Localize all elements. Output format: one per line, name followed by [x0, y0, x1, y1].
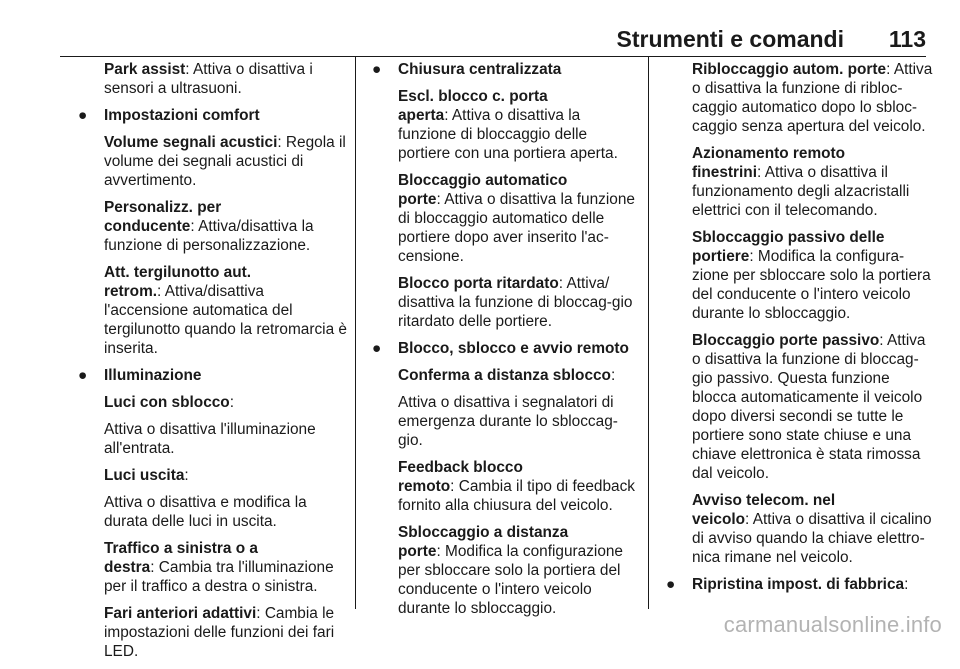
setting-entry — [104, 539, 350, 596]
setting-description: Attiva/ disattiva la funzione di bloccag-gio ritardato delle portiere. — [398, 275, 633, 330]
section-title: Illuminazione — [104, 367, 202, 384]
setting-entry — [398, 366, 638, 385]
section-title: Impostazioni comfort — [104, 107, 260, 124]
term-separator: : — [150, 559, 159, 576]
setting-entry — [398, 171, 638, 266]
term-separator: : — [277, 134, 286, 151]
section-title-colon: : — [904, 576, 909, 593]
setting-entry — [104, 393, 350, 412]
setting-term: Escl. blocco c. porta aperta — [398, 88, 548, 124]
term-separator: : — [444, 107, 452, 124]
section-heading — [372, 339, 638, 358]
setting-entry — [104, 493, 350, 531]
term-separator: : — [229, 394, 234, 411]
bullet-icon: ● — [666, 576, 676, 593]
setting-description: Attiva o disattiva la funzione di bloccaggio automatico delle portiere dopo aver inserito l'ac-censione. — [398, 191, 635, 265]
term-separator: : — [436, 543, 446, 560]
term-separator: : — [745, 511, 753, 528]
setting-description: Attiva o disattiva la funzione di ribloc-caggio automatico dopo lo sbloc-caggio senza apertura del veicolo. — [692, 61, 933, 135]
setting-term: Luci con sblocco — [104, 394, 230, 411]
column-1 — [78, 60, 350, 669]
setting-term: Volume segnali acustici — [104, 134, 278, 151]
setting-term: Fari anteriori adattivi — [104, 605, 257, 622]
setting-term: Bloccaggio porte passivo — [692, 332, 880, 349]
setting-entry — [104, 420, 350, 458]
term-separator: : — [256, 605, 265, 622]
term-separator: : — [749, 248, 758, 265]
setting-term: Sbloccaggio a distanza porte — [398, 524, 569, 560]
term-separator: : — [450, 478, 459, 495]
setting-term: Bloccaggio automatico porte — [398, 172, 568, 208]
setting-description: Attiva/disattiva l'accensione automatica del tergilunotto quando la retromarcia è inserita. — [104, 283, 347, 357]
section-heading — [666, 575, 936, 594]
term-separator: : — [436, 191, 445, 208]
setting-entry — [692, 491, 936, 567]
setting-term: Conferma a distanza sblocco — [398, 367, 611, 384]
page-number: 113 — [888, 26, 926, 52]
section-title: Ripristina impost. di fabbrica — [692, 576, 905, 593]
column-divider-left — [355, 57, 356, 609]
setting-entry — [692, 60, 936, 136]
setting-term: Blocco porta ritardato — [398, 275, 559, 292]
setting-term: Feedback blocco remoto — [398, 459, 523, 495]
setting-description: Attiva o disattiva l'illuminazione all'entrata. — [104, 421, 316, 457]
column-2 — [372, 60, 638, 626]
setting-term: Personalizz. per conducente — [104, 199, 222, 235]
setting-description: Attiva o disattiva i segnalatori di emergenza durante lo sbloccag-gio. — [398, 394, 618, 449]
setting-term: Luci uscita — [104, 467, 185, 484]
bullet-icon: ● — [78, 367, 88, 384]
setting-term: Ribloccaggio autom. porte — [692, 61, 887, 78]
setting-description: Cambia le impostazioni delle funzioni dei fari LED. — [104, 605, 335, 660]
setting-entry — [104, 263, 350, 358]
section-heading — [78, 106, 350, 125]
setting-term: Traffico a sinistra o a destra — [104, 540, 258, 576]
setting-term: Att. tergilunotto aut. retrom. — [104, 264, 252, 300]
setting-description: Attiva o disattiva la funzione di bloccaggio delle portiere con una portiera aperta. — [398, 107, 618, 162]
section-title: Chiusura centralizzata — [398, 61, 562, 78]
term-separator: : — [610, 367, 616, 384]
setting-description: Attiva o disattiva il funzionamento degli alzacristalli elettrici con il telecomando. — [692, 164, 910, 219]
term-separator: : — [185, 61, 193, 78]
setting-entry — [104, 604, 350, 661]
page-title: Strumenti e comandi — [616, 26, 844, 52]
setting-term: Park assist — [104, 61, 186, 78]
watermark: carmanualsonline.info — [723, 612, 942, 637]
setting-entry — [398, 458, 638, 515]
term-separator: : — [558, 275, 567, 292]
setting-entry — [398, 274, 638, 331]
setting-entry — [692, 228, 936, 323]
setting-entry — [398, 393, 638, 450]
setting-description: Cambia il tipo di feedback fornito alla chiusura del veicolo. — [398, 478, 635, 514]
term-separator: : — [190, 218, 199, 235]
setting-description: Regola il volume dei segnali acustici di avvertimento. — [104, 134, 346, 189]
column-divider-right — [648, 57, 649, 609]
term-separator: : — [757, 164, 765, 181]
page-header — [0, 0, 960, 56]
setting-entry — [398, 87, 638, 163]
bullet-icon: ● — [372, 340, 382, 357]
column-3 — [666, 60, 936, 602]
setting-entry — [692, 144, 936, 220]
bullet-icon: ● — [78, 107, 88, 124]
setting-description: Attiva o disattiva la funzione di bloccag-gio passivo. Questa funzione blocca automaticamente il veicolo dopo diversi secondi se tutte le portiere sono state chiuse e una chiave elettronica è stata rimossa dal veicolo. — [692, 332, 926, 482]
setting-description: Modifica la configurazione per sbloccare solo la portiera del conducente o l'intero veicolo durante lo sbloccaggio. — [398, 543, 623, 617]
setting-term: Azionamento remoto finestrini — [692, 145, 846, 181]
setting-term: Avviso telecom. nel veicolo — [692, 492, 836, 528]
section-heading — [372, 60, 638, 79]
term-separator: : — [184, 467, 189, 484]
term-separator: : — [879, 332, 887, 349]
setting-entry — [692, 331, 936, 483]
bullet-icon: ● — [372, 61, 382, 78]
setting-description: Cambia tra l'illuminazione per il traffico a destra o sinistra. — [104, 559, 334, 595]
section-title: Blocco, sblocco e avvio remoto — [398, 340, 629, 357]
setting-description: Attiva o disattiva il cicalino di avviso quando la chiave elettro-nica rimane nel veicolo. — [692, 511, 932, 566]
setting-description: Attiva o disattiva i sensori a ultrasuoni. — [104, 61, 313, 97]
setting-description: Attiva o disattiva e modifica la durata delle luci in uscita. — [104, 494, 307, 530]
setting-entry — [104, 466, 350, 485]
header-rule — [60, 56, 926, 57]
setting-entry — [104, 198, 350, 255]
setting-entry — [398, 523, 638, 618]
section-heading — [78, 366, 350, 385]
setting-term: Sbloccaggio passivo delle portiere — [692, 229, 885, 265]
setting-entry — [104, 60, 350, 98]
setting-description: Attiva/disattiva la funzione di personalizzazione. — [104, 218, 314, 254]
setting-description: Modifica la configura-zione per sbloccare solo la portiera del conducente o l'intero veicolo durante lo sbloccaggio. — [692, 248, 931, 322]
setting-entry — [104, 133, 350, 190]
term-separator: : — [886, 61, 894, 78]
term-separator: : — [157, 283, 165, 300]
